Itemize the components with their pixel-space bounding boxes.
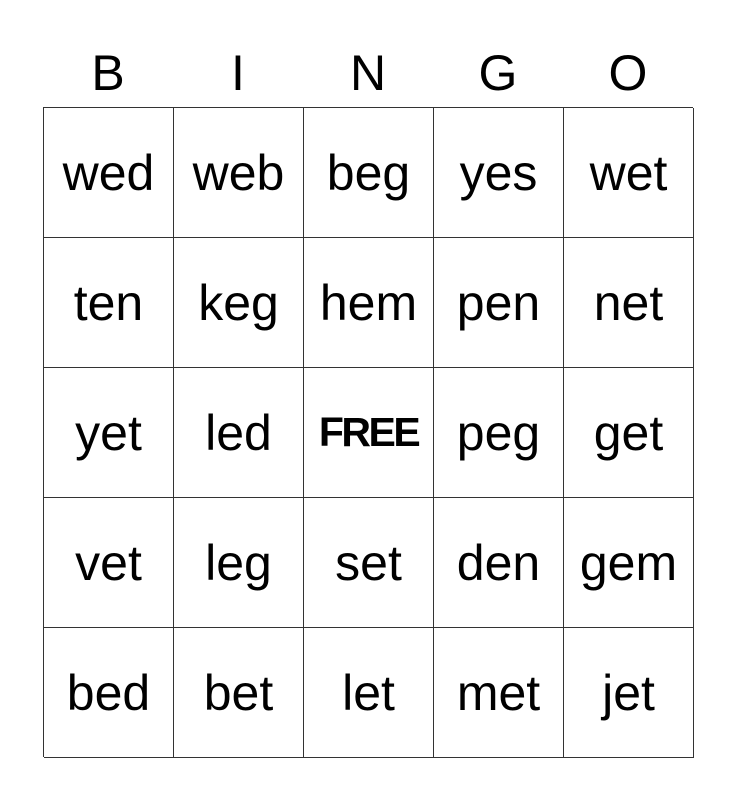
bingo-cell[interactable]: keg (174, 238, 304, 368)
bingo-cell[interactable]: met (434, 628, 564, 758)
bingo-cell[interactable]: ten (44, 238, 174, 368)
bingo-cell[interactable]: web (174, 108, 304, 238)
header-letter-b: B (91, 45, 125, 101)
header-letter-i: I (231, 45, 245, 101)
bingo-cell[interactable]: leg (174, 498, 304, 628)
bingo-cell[interactable]: pen (434, 238, 564, 368)
bingo-cell[interactable]: led (174, 368, 304, 498)
bingo-header (43, 40, 693, 106)
bingo-cell[interactable]: let (304, 628, 434, 758)
header-letter-g: G (478, 45, 518, 101)
bingo-cell[interactable]: den (434, 498, 564, 628)
bingo-cell[interactable]: set (304, 498, 434, 628)
bingo-cell[interactable]: peg (434, 368, 564, 498)
bingo-cell[interactable]: bed (44, 628, 174, 758)
header-letter-o: O (608, 45, 648, 101)
bingo-cell[interactable]: bet (174, 628, 304, 758)
bingo-board (43, 107, 693, 757)
bingo-cell[interactable]: yes (434, 108, 564, 238)
bingo-cell[interactable]: gem (564, 498, 694, 628)
bingo-cell[interactable]: beg (304, 108, 434, 238)
bingo-cell[interactable]: jet (564, 628, 694, 758)
bingo-cell[interactable]: yet (44, 368, 174, 498)
bingo-cell[interactable]: vet (44, 498, 174, 628)
bingo-cell[interactable]: hem (304, 238, 434, 368)
bingo-cell[interactable]: wed (44, 108, 174, 238)
bingo-cell[interactable]: wet (564, 108, 694, 238)
free-space-cell[interactable]: FREE (304, 368, 434, 498)
bingo-cell[interactable]: get (564, 368, 694, 498)
header-letter-n: N (349, 45, 387, 101)
bingo-cell[interactable]: net (564, 238, 694, 368)
